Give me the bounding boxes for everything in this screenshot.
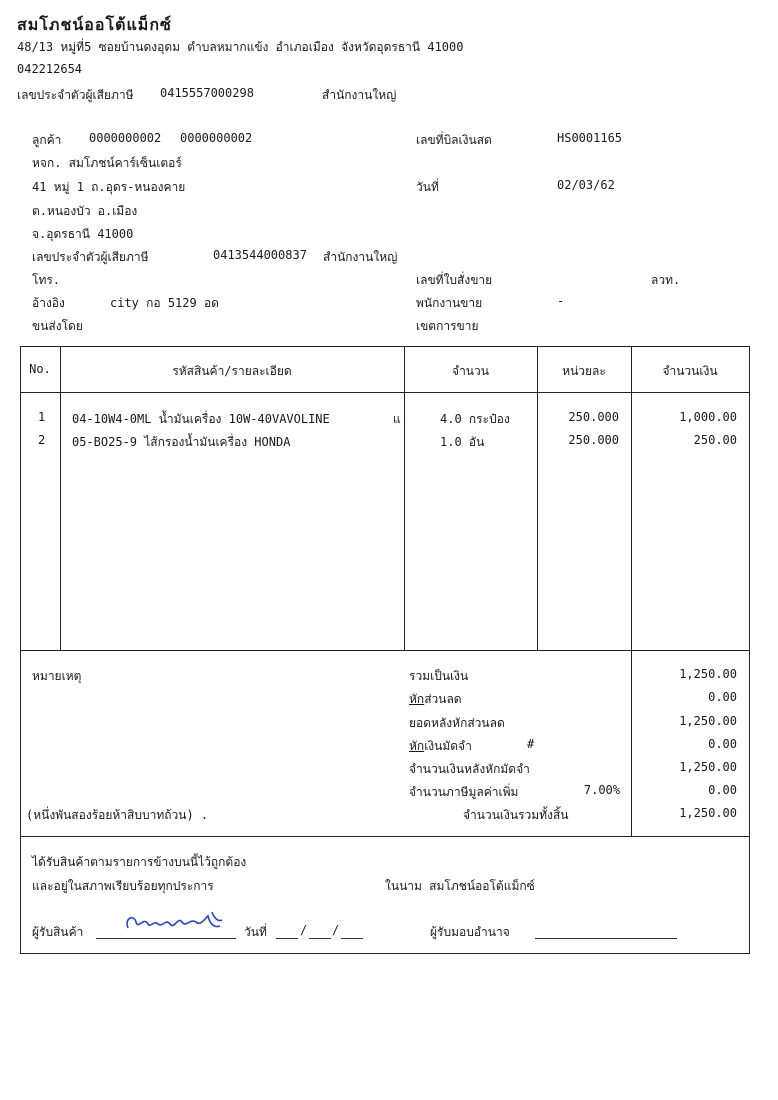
- customer-branch: สำนักงานใหญ่: [323, 250, 398, 264]
- subtotal-value: 1,250.00: [679, 667, 737, 681]
- after-discount-value: 1,250.00: [679, 714, 737, 728]
- date-label: วันที่: [416, 180, 439, 194]
- row-unit-price: 250.000: [568, 433, 619, 447]
- after-discount-label: ยอดหลังหักส่วนลด: [409, 716, 505, 730]
- vat-rate: 7.00%: [583, 783, 620, 797]
- subtotal-label: รวมเป็นเงิน: [409, 669, 469, 683]
- grand-total-label: จำนวนเงินรวมทั้งสิ้น: [463, 808, 569, 822]
- customer-address-1: 41 หมู่ 1 ถ.อุดร-หนองคาย: [32, 180, 186, 194]
- row-amount: 1,000.00: [679, 410, 737, 424]
- amount-in-words: (หนึ่งพันสองร้อยห้าสิบบาทถ้วน) .: [26, 808, 209, 822]
- row-unit-price: 250.000: [568, 410, 619, 424]
- on-behalf-of: ในนาม สมโภชน์ออโต้แม็กซ์: [385, 879, 535, 893]
- receiver-signature-line: [96, 938, 236, 939]
- header-description: รหัสสินค้า/รายละเอียด: [172, 364, 292, 378]
- discount-label: หักส่วนลด: [409, 692, 462, 706]
- date-slash-2: /: [332, 923, 340, 937]
- customer-name: หจก. สมโภชน์คาร์เซ็นเตอร์: [32, 156, 182, 170]
- authorized-signature-line: [535, 938, 677, 939]
- customer-code-2: 0000000002: [180, 131, 253, 145]
- after-deposit-value: 1,250.00: [679, 760, 737, 774]
- received-statement-1: ได้รับสินค้าตามรายการข้างบนนี้ไว้ถูกต้อง: [32, 855, 247, 869]
- date-month-line: [309, 938, 331, 939]
- header-quantity: จำนวน: [452, 364, 489, 378]
- deposit-label: หักเงินมัดจำ: [409, 739, 472, 753]
- customer-tax-label: เลขประจำตัวผู้เสียภาษี: [32, 250, 149, 264]
- company-phone: 042212654: [17, 62, 83, 76]
- vat-value: 0.00: [708, 783, 737, 797]
- deposit-mark: #: [527, 737, 535, 751]
- company-name: สมโภชน์ออโต้แม็กซ์: [17, 15, 172, 34]
- received-statement-2: และอยู่ในสภาพเรียบร้อยทุกประการ: [32, 879, 214, 893]
- vat-label: จำนวนภาษีมูลค่าเพิ่ม: [409, 785, 519, 799]
- row-no: 2: [38, 433, 46, 447]
- row-quantity: 4.0 กระป๋อง: [440, 412, 510, 426]
- company-tax-id: 0415557000298: [160, 86, 254, 100]
- customer-tel-label: โทร.: [32, 273, 61, 287]
- customer-address-3: จ.อุดรธานี 41000: [32, 227, 134, 241]
- company-address: 48/13 หมู่ที่5 ซอยบ้านดงอุดม ตำบลหมากแข้ง อำเภอเมือง จังหวัดอุดรธานี 41000: [17, 40, 464, 54]
- row-quantity: 1.0 อัน: [440, 435, 485, 449]
- row-description: 05-BO25-9 ไส้กรองน้ำมันเครื่อง HONDA: [72, 435, 291, 449]
- header-unit-price: หน่วยละ: [562, 364, 606, 378]
- receiver-label: ผู้รับสินค้า: [32, 925, 84, 939]
- company-tax-label: เลขประจำตัวผู้เสียภาษี: [17, 88, 134, 102]
- customer-address-2: ต.หนองบัว อ.เมือง: [32, 204, 138, 218]
- header-amount: จำนวนเงิน: [662, 364, 718, 378]
- signature-date-label: วันที่: [244, 925, 267, 939]
- bill-no: HS0001165: [557, 131, 623, 145]
- customer-code-1: 0000000002: [89, 131, 162, 145]
- date-year-line: [341, 938, 363, 939]
- bill-no-label: เลขที่บิลเงินสด: [416, 133, 492, 147]
- date-day-line: [276, 938, 298, 939]
- customer-ref-label: อ้างอิง: [32, 296, 65, 310]
- receiver-signature: [120, 908, 230, 936]
- discount-value: 0.00: [708, 690, 737, 704]
- customer-ref-value: city กอ 5129 อด: [110, 296, 219, 310]
- sales-area-label: เขตการขาย: [416, 319, 479, 333]
- grand-total-value: 1,250.00: [679, 806, 737, 820]
- header-no: No.: [29, 362, 51, 376]
- row-amount: 250.00: [693, 433, 737, 447]
- customer-label: ลูกค้า: [32, 133, 62, 147]
- customer-ship-label: ขนส่งโดย: [32, 319, 83, 333]
- deposit-value: 0.00: [708, 737, 737, 751]
- salesman-label: พนักงานขาย: [416, 296, 483, 310]
- remark-label: หมายเหตุ: [32, 669, 82, 683]
- authorized-label: ผู้รับมอบอำนาจ: [430, 925, 510, 939]
- row-description: 04-10W4-0ML น้ำมันเครื่อง 10W-40VAVOLINE: [72, 412, 330, 426]
- customer-tax-id: 0413544000837: [213, 248, 307, 262]
- company-branch: สำนักงานใหญ่: [322, 88, 397, 102]
- after-deposit-label: จำนวนเงินหลังหักมัดจำ: [409, 762, 530, 776]
- salesman-value: -: [557, 294, 565, 308]
- date-slash-1: /: [300, 923, 308, 937]
- invoice-date: 02/03/62: [557, 178, 615, 192]
- row-mark: แ: [393, 412, 401, 426]
- row-no: 1: [38, 410, 46, 424]
- order-no-value: ลวท.: [651, 273, 681, 287]
- order-no-label: เลขที่ใบสั่งขาย: [416, 273, 493, 287]
